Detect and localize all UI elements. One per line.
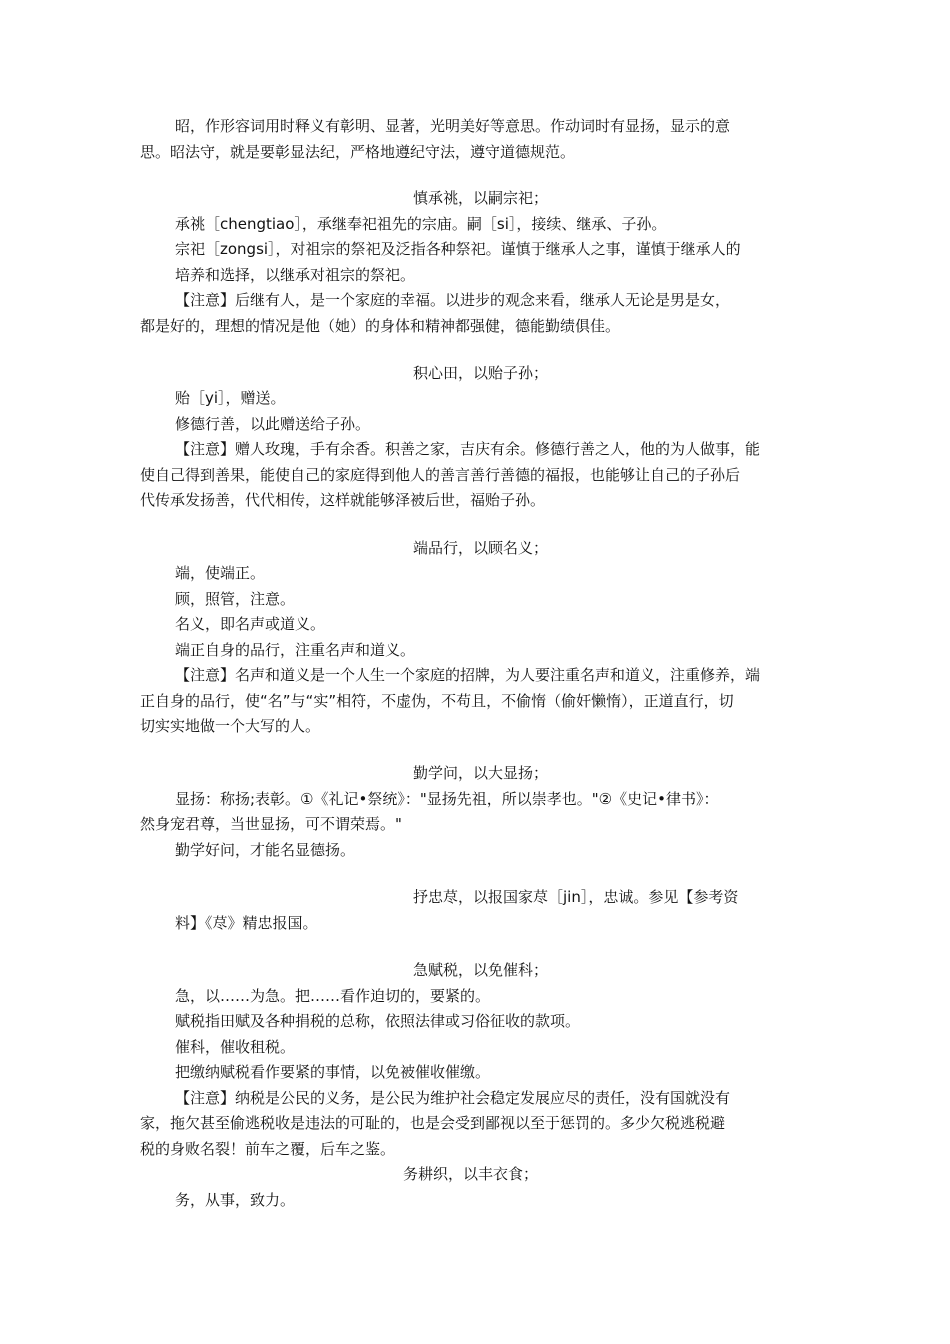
paragraph-line: 急，以……为急。把……看作迫切的，要紧的。	[175, 987, 491, 1005]
paragraph-line: 都是好的，理想的情况是他（她）的身体和精神都强健，德能勤绩俱佳。	[140, 317, 621, 335]
paragraph-line: 名义，即名声或道义。	[175, 615, 326, 633]
note-line: 【注意】后继有人，是一个家庭的幸福。以进步的观念来看，继承人无论是男是女，	[175, 291, 731, 309]
paragraph-line: 税的身败名裂！前车之覆，后车之鉴。	[140, 1140, 396, 1158]
paragraph-line: 赋税指田赋及各种捐税的总称，依照法律或习俗征收的款项。	[175, 1012, 581, 1030]
paragraph-line: 切实实地做一个大写的人。	[140, 717, 321, 735]
paragraph-line: 催科，催收租税。	[175, 1038, 296, 1056]
paragraph-line: 使自己得到善果，能使自己的家庭得到他人的善言善行善德的福报，也能够让自己的子孙后	[140, 466, 741, 484]
paragraph-line: 端正自身的品行，注重名声和道义。	[175, 641, 416, 659]
paragraph-line: 端，使端正。	[175, 564, 266, 582]
paragraph-line: 把缴纳赋税看作要紧的事情，以免被催收催缴。	[175, 1063, 491, 1081]
paragraph-line: 顾，照管，注意。	[175, 590, 296, 608]
section-heading: 务耕织，以丰衣食；	[403, 1165, 539, 1183]
paragraph-line: 修德行善，以此赠送给子孙。	[175, 415, 371, 433]
paragraph-line: 思。昭法守，就是要彰显法纪，严格地遵纪守法，遵守道德规范。	[140, 143, 576, 161]
paragraph-line: 家，拖欠甚至偷逃税收是违法的可耻的，也是会受到鄙视以至于惩罚的。多少欠税逃税避	[140, 1114, 726, 1132]
paragraph-line: 宗祀［zongsi］，对祖宗的祭祀及泛指各种祭祀。谨慎于继承人之事，谨慎于继承人的	[175, 240, 741, 258]
paragraph-line: 然身宠君尊，当世显扬，可不谓荣焉。"	[140, 815, 402, 833]
note-line: 【注意】纳税是公民的义务，是公民为维护社会稳定发展应尽的责任，没有国就没有	[175, 1089, 731, 1107]
paragraph-line: 务，从事，致力。	[175, 1191, 296, 1209]
note-line: 【注意】赠人玫瑰，手有余香。积善之家，吉庆有余。修德行善之人，他的为人做事，能	[175, 440, 761, 458]
section-heading: 勤学问，以大显扬；	[413, 764, 549, 782]
section-heading: 急赋税，以免催科；	[413, 961, 549, 979]
paragraph-line: 显扬：称扬;表彰。①《礼记•祭统》："显扬先祖，所以崇孝也。"②《史记•律书》：	[175, 790, 719, 808]
section-heading: 积心田，以贻子孙；	[413, 364, 549, 382]
section-heading: 抒忠荩，以报国家荩［jin］，忠诚。参见【参考资	[413, 888, 739, 906]
paragraph-line: 培养和选择，以继承对祖宗的祭祀。	[175, 266, 416, 284]
paragraph-line: 承祧［chengtiao］，承继奉祀祖先的宗庙。嗣［si］，接续、继承、子孙。	[175, 215, 667, 233]
section-heading: 端品行，以顾名义；	[413, 539, 549, 557]
paragraph-line: 料】《荩》精忠报国。	[175, 914, 318, 932]
paragraph-line: 昭，作形容词用时释义有彰明、显著，光明美好等意思。作动词时有显扬，显示的意	[175, 117, 731, 135]
paragraph-line: 代传承发扬善，代代相传，这样就能够泽被后世，福贻子孙。	[140, 491, 546, 509]
paragraph-line: 正自身的品行，使“名”与“实”相符，不虚伪，不苟且，不偷惰（偷奸懒惰），正道直行，切	[140, 692, 734, 710]
paragraph-line: 贻［yi］，赠送。	[175, 389, 286, 407]
note-line: 【注意】名声和道义是一个人生一个家庭的招牌，为人要注重名声和道义，注重修养，端	[175, 666, 761, 684]
paragraph-line: 勤学好问，才能名显德扬。	[175, 841, 356, 859]
section-heading: 慎承祧，以嗣宗祀；	[413, 189, 549, 207]
